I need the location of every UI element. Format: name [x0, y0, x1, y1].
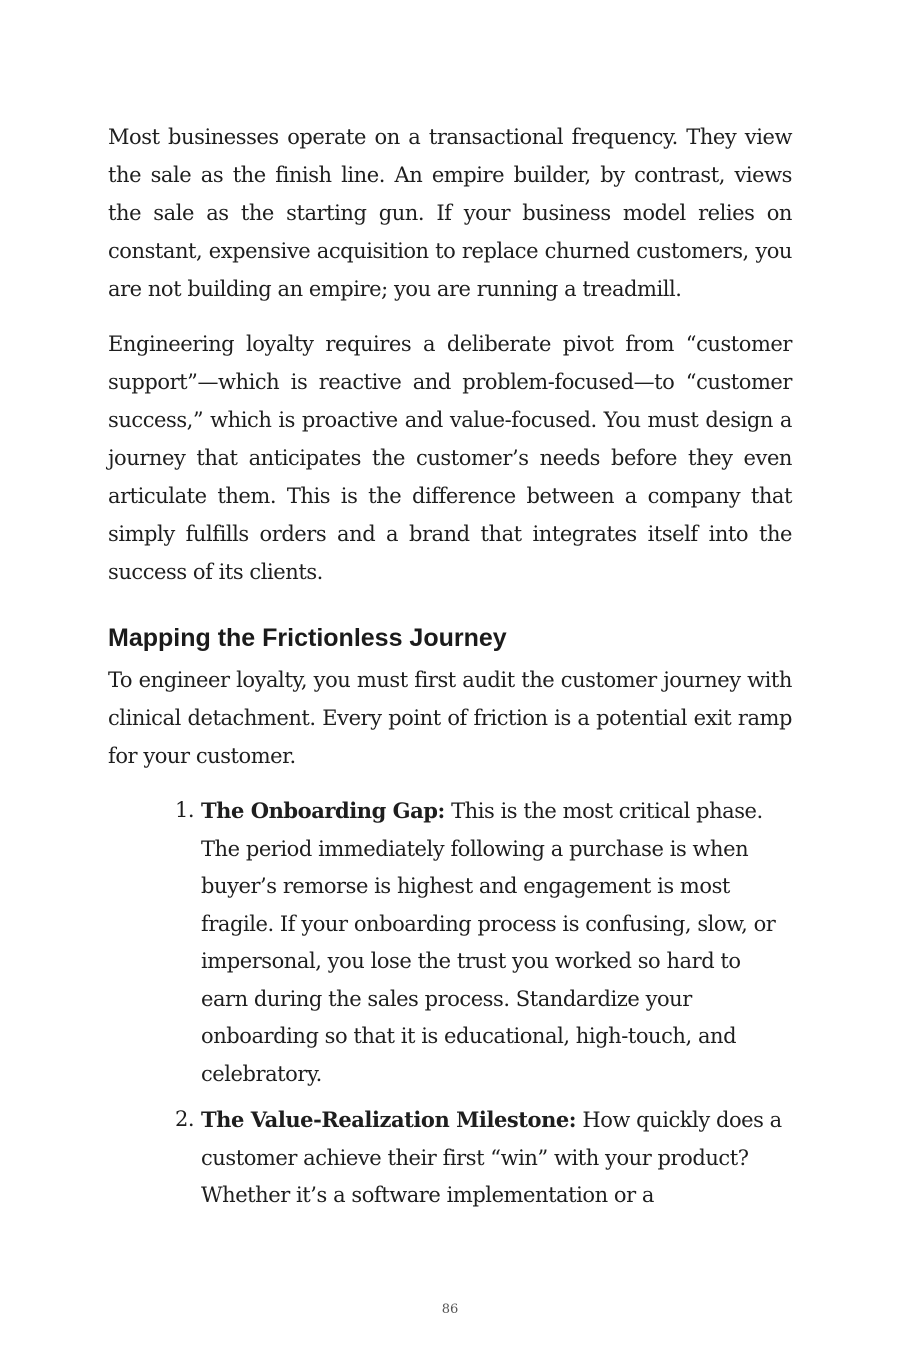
list-item-text: How quickly does a customer achieve their first “win” with your product? Whether it’s a software implementation or a [201, 1108, 782, 1207]
paragraph: Most businesses operate on a transactional frequency. They view the sale as the finish line. An empire builder, by contrast, views the sale as the starting gun. If your business model relies on constant, expensive acquisition to replace churned customers, you are not building an empire; you are running a treadmill. [108, 125, 792, 301]
list-item [175, 1101, 792, 1215]
list-item-title: The Onboarding Gap: [201, 798, 445, 823]
list-item-title: The Value-Realization Milestone: [201, 1107, 577, 1132]
page-body [108, 118, 792, 1223]
list-item-text: This is the most critical phase. The period immediately following a purchase is when buyer’s remorse is highest and engagement is most fragile. If your onboarding process is confusing, slow, or impersonal, you lose the trust you worked so hard to earn during the sales process. Standardize your onboarding so that it is educational, high-touch, and celebratory. [201, 799, 776, 1086]
list-item-number: 1. [175, 798, 195, 822]
section-heading: Mapping the Frictionless Journey [108, 624, 507, 652]
section-intro: To engineer loyalty, you must first audit the customer journey with clinical detachment. Every point of friction is a potential exit ramp for your customer. [108, 668, 792, 768]
numbered-list [108, 792, 792, 1215]
paragraph: Engineering loyalty requires a deliberate pivot from “customer support”—which is reactive and problem-focused—to “customer success,” which is proactive and value-focused. You must design a journey that anticipates the customer’s needs before they even articulate them. This is the difference between a company that simply fulfills orders and a brand that integrates itself into the success of its clients. [108, 332, 792, 584]
list-item [175, 792, 792, 1093]
page-number: 86 [441, 1302, 459, 1317]
list-item-number: 2. [175, 1107, 195, 1131]
